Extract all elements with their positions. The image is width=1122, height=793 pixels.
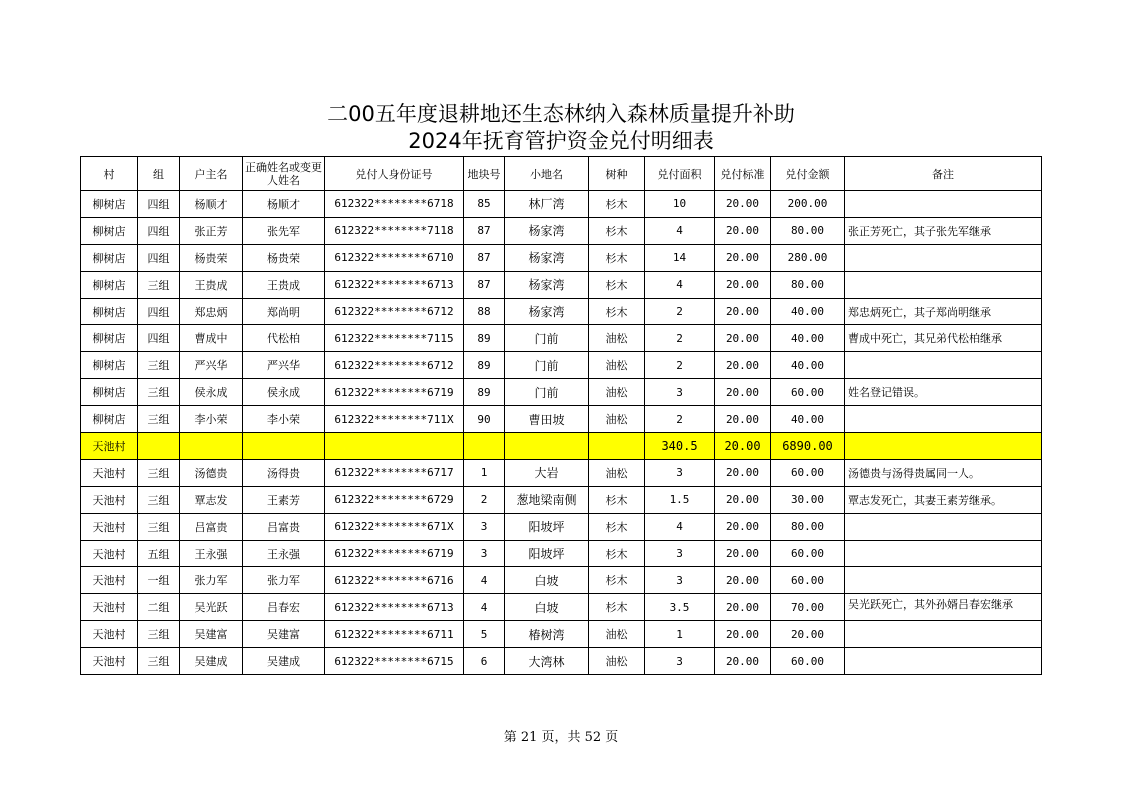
cell-village: 天池村 xyxy=(81,433,138,460)
cell-rate: 20.00 xyxy=(715,271,771,298)
cell-rate: 20.00 xyxy=(715,594,771,621)
cell-place: 杨家湾 xyxy=(505,244,589,271)
cell-note xyxy=(845,352,1042,379)
cell-id: 612322********671X xyxy=(325,513,464,540)
cell-plot xyxy=(464,433,505,460)
cell-area: 10 xyxy=(645,191,715,218)
cell-area: 4 xyxy=(645,271,715,298)
cell-id: 612322********6713 xyxy=(325,594,464,621)
table-row xyxy=(81,217,1042,244)
table-row xyxy=(81,379,1042,406)
cell-plot: 90 xyxy=(464,406,505,433)
table-header-row xyxy=(81,157,1042,191)
cell-note xyxy=(845,513,1042,540)
cell-place: 大湾林 xyxy=(505,648,589,675)
cell-payee: 吴建富 xyxy=(243,621,325,648)
cell-plot: 89 xyxy=(464,352,505,379)
cell-amount: 60.00 xyxy=(771,459,845,486)
cell-plot: 87 xyxy=(464,217,505,244)
cell-owner: 曹成中 xyxy=(180,325,243,352)
cell-id: 612322********7115 xyxy=(325,325,464,352)
cell-village: 天池村 xyxy=(81,648,138,675)
cell-group: 三组 xyxy=(138,486,180,513)
cell-rate: 20.00 xyxy=(715,459,771,486)
cell-place xyxy=(505,433,589,460)
cell-owner: 覃志发 xyxy=(180,486,243,513)
cell-amount: 60.00 xyxy=(771,648,845,675)
cell-id: 612322********6719 xyxy=(325,379,464,406)
cell-id: 612322********6729 xyxy=(325,486,464,513)
cell-owner: 吕富贵 xyxy=(180,513,243,540)
table-row xyxy=(81,621,1042,648)
table-row xyxy=(81,191,1042,218)
cell-amount: 6890.00 xyxy=(771,433,845,460)
table-row xyxy=(81,648,1042,675)
cell-payee: 代松柏 xyxy=(243,325,325,352)
cell-rate: 20.00 xyxy=(715,298,771,325)
cell-village: 天池村 xyxy=(81,567,138,594)
cell-rate: 20.00 xyxy=(715,648,771,675)
cell-plot: 89 xyxy=(464,325,505,352)
cell-id: 612322********6715 xyxy=(325,648,464,675)
table-row xyxy=(81,459,1042,486)
cell-plot: 5 xyxy=(464,621,505,648)
cell-owner xyxy=(180,433,243,460)
cell-rate: 20.00 xyxy=(715,379,771,406)
cell-owner: 严兴华 xyxy=(180,352,243,379)
header-plot: 地块号 xyxy=(464,157,505,191)
cell-rate: 20.00 xyxy=(715,352,771,379)
cell-note xyxy=(845,191,1042,218)
cell-group: 三组 xyxy=(138,271,180,298)
header-tree: 树种 xyxy=(589,157,645,191)
cell-group: 四组 xyxy=(138,298,180,325)
cell-id: 612322********6719 xyxy=(325,540,464,567)
cell-area: 2 xyxy=(645,325,715,352)
cell-village: 柳树店 xyxy=(81,406,138,433)
table-row xyxy=(81,352,1042,379)
payment-table xyxy=(80,156,1042,675)
cell-plot: 1 xyxy=(464,459,505,486)
cell-group: 三组 xyxy=(138,648,180,675)
cell-rate: 20.00 xyxy=(715,406,771,433)
cell-amount: 80.00 xyxy=(771,513,845,540)
cell-plot: 3 xyxy=(464,540,505,567)
cell-plot: 85 xyxy=(464,191,505,218)
cell-plot: 4 xyxy=(464,594,505,621)
cell-id: 612322********711X xyxy=(325,406,464,433)
cell-place: 椿树湾 xyxy=(505,621,589,648)
cell-note xyxy=(845,567,1042,594)
cell-area: 2 xyxy=(645,352,715,379)
cell-tree: 油松 xyxy=(589,379,645,406)
table-row xyxy=(81,406,1042,433)
cell-tree: 杉木 xyxy=(589,513,645,540)
cell-tree: 油松 xyxy=(589,621,645,648)
cell-village: 柳树店 xyxy=(81,217,138,244)
cell-area: 3.5 xyxy=(645,594,715,621)
cell-owner: 吴建富 xyxy=(180,621,243,648)
cell-amount: 30.00 xyxy=(771,486,845,513)
cell-owner: 李小荣 xyxy=(180,406,243,433)
table-row xyxy=(81,513,1042,540)
cell-note: 曹成中死亡，其兄弟代松柏继承 xyxy=(845,325,1042,352)
cell-place: 门前 xyxy=(505,325,589,352)
header-payee: 正确姓名或变更人姓名 xyxy=(243,157,325,191)
cell-area: 2 xyxy=(645,298,715,325)
cell-payee: 王素芳 xyxy=(243,486,325,513)
cell-payee: 张先军 xyxy=(243,217,325,244)
cell-owner: 张正芳 xyxy=(180,217,243,244)
cell-plot: 89 xyxy=(464,379,505,406)
cell-area: 1 xyxy=(645,621,715,648)
cell-village: 柳树店 xyxy=(81,244,138,271)
cell-id: 612322********6712 xyxy=(325,298,464,325)
cell-tree: 油松 xyxy=(589,352,645,379)
cell-group: 三组 xyxy=(138,513,180,540)
cell-rate: 20.00 xyxy=(715,433,771,460)
cell-payee: 杨贵荣 xyxy=(243,244,325,271)
cell-owner: 汤德贵 xyxy=(180,459,243,486)
cell-tree: 杉木 xyxy=(589,298,645,325)
cell-amount: 60.00 xyxy=(771,567,845,594)
cell-group: 五组 xyxy=(138,540,180,567)
cell-id: 612322********6716 xyxy=(325,567,464,594)
cell-tree: 油松 xyxy=(589,648,645,675)
header-owner: 户主名 xyxy=(180,157,243,191)
cell-amount: 20.00 xyxy=(771,621,845,648)
cell-owner: 张力军 xyxy=(180,567,243,594)
cell-amount: 70.00 xyxy=(771,594,845,621)
cell-place: 杨家湾 xyxy=(505,298,589,325)
cell-id xyxy=(325,433,464,460)
cell-group: 四组 xyxy=(138,325,180,352)
title-line-2: 2024年抚育管护资金兑付明细表 xyxy=(408,129,714,153)
cell-village: 天池村 xyxy=(81,621,138,648)
cell-rate: 20.00 xyxy=(715,486,771,513)
cell-amount: 200.00 xyxy=(771,191,845,218)
header-village: 村 xyxy=(81,157,138,191)
cell-owner: 吴建成 xyxy=(180,648,243,675)
cell-group: 四组 xyxy=(138,244,180,271)
cell-village: 柳树店 xyxy=(81,352,138,379)
cell-area: 3 xyxy=(645,379,715,406)
cell-payee: 张力军 xyxy=(243,567,325,594)
cell-rate: 20.00 xyxy=(715,217,771,244)
cell-note: 郑忠炳死亡，其子郑尚明继承 xyxy=(845,298,1042,325)
cell-note xyxy=(845,244,1042,271)
table-row xyxy=(81,540,1042,567)
cell-note xyxy=(845,271,1042,298)
header-group: 组 xyxy=(138,157,180,191)
cell-tree: 杉木 xyxy=(589,191,645,218)
cell-payee: 严兴华 xyxy=(243,352,325,379)
cell-rate: 20.00 xyxy=(715,191,771,218)
cell-owner: 侯永成 xyxy=(180,379,243,406)
cell-note: 吴光跃死亡，其外孙婿吕春宏继承 xyxy=(845,594,1042,621)
cell-note xyxy=(845,406,1042,433)
cell-amount: 40.00 xyxy=(771,325,845,352)
cell-id: 612322********6712 xyxy=(325,352,464,379)
cell-area: 340.5 xyxy=(645,433,715,460)
table-row xyxy=(81,325,1042,352)
cell-id: 612322********6710 xyxy=(325,244,464,271)
cell-amount: 40.00 xyxy=(771,406,845,433)
cell-tree: 油松 xyxy=(589,406,645,433)
header-area: 兑付面积 xyxy=(645,157,715,191)
cell-place: 白坡 xyxy=(505,567,589,594)
cell-note: 姓名登记错误。 xyxy=(845,379,1042,406)
cell-place: 杨家湾 xyxy=(505,217,589,244)
cell-note xyxy=(845,540,1042,567)
cell-note xyxy=(845,433,1042,460)
cell-amount: 80.00 xyxy=(771,271,845,298)
cell-owner: 王贵成 xyxy=(180,271,243,298)
cell-village: 柳树店 xyxy=(81,379,138,406)
cell-owner: 吴光跃 xyxy=(180,594,243,621)
cell-tree: 油松 xyxy=(589,325,645,352)
cell-note: 覃志发死亡，其妻王素芳继承。 xyxy=(845,486,1042,513)
table-row xyxy=(81,594,1042,621)
header-rate: 兑付标准 xyxy=(715,157,771,191)
cell-area: 14 xyxy=(645,244,715,271)
cell-tree: 杉木 xyxy=(589,540,645,567)
cell-tree xyxy=(589,433,645,460)
cell-payee: 王贵成 xyxy=(243,271,325,298)
title-line-1: 二00五年度退耕地还生态林纳入森林质量提升补助 xyxy=(327,102,795,126)
cell-place: 大岩 xyxy=(505,459,589,486)
page-footer: 第 21 页，共 52 页 xyxy=(503,730,619,745)
cell-group: 三组 xyxy=(138,406,180,433)
cell-village: 柳树店 xyxy=(81,298,138,325)
cell-area: 4 xyxy=(645,513,715,540)
cell-village: 柳树店 xyxy=(81,191,138,218)
cell-owner: 郑忠炳 xyxy=(180,298,243,325)
cell-payee: 李小荣 xyxy=(243,406,325,433)
header-amount: 兑付金额 xyxy=(771,157,845,191)
cell-village: 柳树店 xyxy=(81,271,138,298)
cell-plot: 2 xyxy=(464,486,505,513)
cell-place: 阳坡坪 xyxy=(505,513,589,540)
cell-place: 葱地梁南侧 xyxy=(505,486,589,513)
cell-place: 门前 xyxy=(505,352,589,379)
cell-amount: 280.00 xyxy=(771,244,845,271)
cell-group xyxy=(138,433,180,460)
table-row xyxy=(81,486,1042,513)
cell-id: 612322********6717 xyxy=(325,459,464,486)
cell-payee: 吕富贵 xyxy=(243,513,325,540)
cell-tree: 杉木 xyxy=(589,567,645,594)
cell-area: 1.5 xyxy=(645,486,715,513)
header-id: 兑付人身份证号 xyxy=(325,157,464,191)
cell-plot: 3 xyxy=(464,513,505,540)
cell-area: 2 xyxy=(645,406,715,433)
cell-amount: 40.00 xyxy=(771,298,845,325)
cell-payee: 吴建成 xyxy=(243,648,325,675)
cell-owner: 杨顺才 xyxy=(180,191,243,218)
cell-village: 天池村 xyxy=(81,594,138,621)
cell-note: 汤德贵与汤得贵属同一人。 xyxy=(845,459,1042,486)
cell-place: 白坡 xyxy=(505,594,589,621)
cell-area: 3 xyxy=(645,540,715,567)
cell-note xyxy=(845,621,1042,648)
cell-group: 三组 xyxy=(138,459,180,486)
table-row xyxy=(81,567,1042,594)
cell-payee: 王永强 xyxy=(243,540,325,567)
cell-group: 四组 xyxy=(138,191,180,218)
table-row xyxy=(81,271,1042,298)
header-note: 备注 xyxy=(845,157,1042,191)
cell-tree: 杉木 xyxy=(589,271,645,298)
summary-row xyxy=(81,433,1042,460)
cell-id: 612322********6713 xyxy=(325,271,464,298)
cell-plot: 88 xyxy=(464,298,505,325)
cell-rate: 20.00 xyxy=(715,513,771,540)
cell-owner: 王永强 xyxy=(180,540,243,567)
cell-village: 柳树店 xyxy=(81,325,138,352)
cell-payee: 汤得贵 xyxy=(243,459,325,486)
cell-village: 天池村 xyxy=(81,513,138,540)
cell-id: 612322********6718 xyxy=(325,191,464,218)
table-row xyxy=(81,298,1042,325)
cell-payee: 郑尚明 xyxy=(243,298,325,325)
cell-payee: 侯永成 xyxy=(243,379,325,406)
cell-amount: 60.00 xyxy=(771,379,845,406)
cell-area: 4 xyxy=(645,217,715,244)
cell-area: 3 xyxy=(645,567,715,594)
cell-group: 三组 xyxy=(138,621,180,648)
cell-group: 一组 xyxy=(138,567,180,594)
cell-group: 三组 xyxy=(138,379,180,406)
cell-amount: 60.00 xyxy=(771,540,845,567)
cell-plot: 87 xyxy=(464,244,505,271)
cell-id: 612322********7118 xyxy=(325,217,464,244)
cell-amount: 40.00 xyxy=(771,352,845,379)
cell-tree: 杉木 xyxy=(589,244,645,271)
cell-tree: 杉木 xyxy=(589,486,645,513)
cell-rate: 20.00 xyxy=(715,567,771,594)
cell-plot: 6 xyxy=(464,648,505,675)
cell-tree: 杉木 xyxy=(589,217,645,244)
cell-payee: 杨顺才 xyxy=(243,191,325,218)
cell-id: 612322********6711 xyxy=(325,621,464,648)
cell-group: 三组 xyxy=(138,352,180,379)
cell-note: 张正芳死亡，其子张先军继承 xyxy=(845,217,1042,244)
cell-place: 阳坡坪 xyxy=(505,540,589,567)
header-place: 小地名 xyxy=(505,157,589,191)
cell-payee: 吕春宏 xyxy=(243,594,325,621)
cell-plot: 4 xyxy=(464,567,505,594)
cell-place: 杨家湾 xyxy=(505,271,589,298)
cell-village: 天池村 xyxy=(81,459,138,486)
cell-area: 3 xyxy=(645,459,715,486)
cell-area: 3 xyxy=(645,648,715,675)
cell-group: 四组 xyxy=(138,217,180,244)
cell-payee xyxy=(243,433,325,460)
table-row xyxy=(81,244,1042,271)
cell-rate: 20.00 xyxy=(715,540,771,567)
cell-rate: 20.00 xyxy=(715,621,771,648)
cell-place: 门前 xyxy=(505,379,589,406)
cell-tree: 杉木 xyxy=(589,594,645,621)
cell-group: 二组 xyxy=(138,594,180,621)
cell-plot: 87 xyxy=(464,271,505,298)
cell-place: 曹田坡 xyxy=(505,406,589,433)
cell-village: 天池村 xyxy=(81,486,138,513)
cell-note xyxy=(845,648,1042,675)
cell-place: 林厂湾 xyxy=(505,191,589,218)
cell-village: 天池村 xyxy=(81,540,138,567)
cell-rate: 20.00 xyxy=(715,244,771,271)
cell-rate: 20.00 xyxy=(715,325,771,352)
cell-amount: 80.00 xyxy=(771,217,845,244)
cell-tree: 油松 xyxy=(589,459,645,486)
cell-owner: 杨贵荣 xyxy=(180,244,243,271)
